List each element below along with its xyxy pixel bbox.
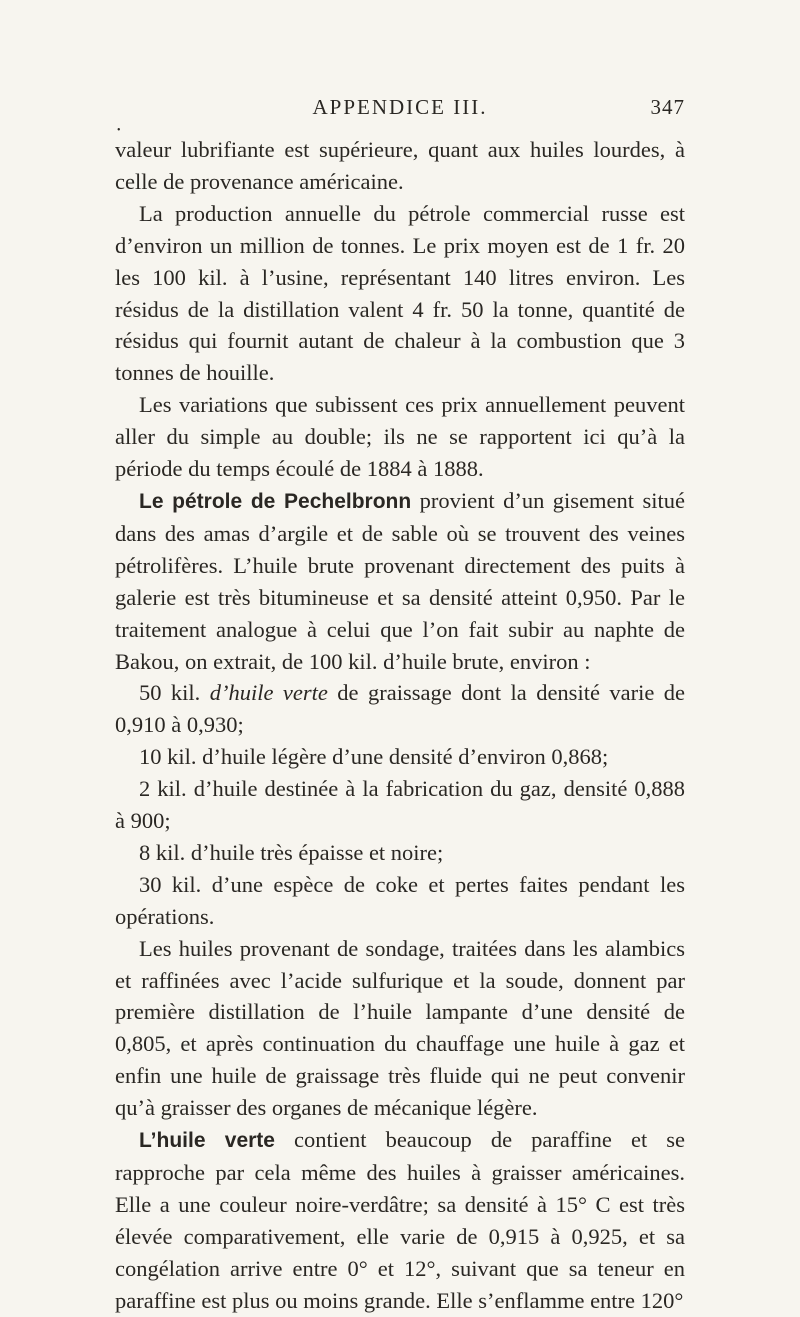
list-item-30kil: 30 kil. d’une espèce de coke et pertes faites pendant les opérations. — [115, 871, 685, 929]
running-header — [115, 95, 685, 125]
heading-huile-verte: L’huile verte — [139, 1129, 275, 1153]
list-item-2kil: 2 kil. d’huile destinée à la fabrication du gaz, densité 0,888 à 900; — [115, 776, 685, 834]
heading-pechelbronn: Le pétrole de Pechelbronn — [139, 489, 412, 513]
ink-dot: • — [117, 125, 121, 136]
paragraph-production: La production annuelle du pétrole commercial russe est d’environ un million de tonnes. Le prix moyen est de 1 fr. 20 les 100 kil. à l’usine, représentant 140 litres environ. Les résidus de la distillation valent 4 fr. 50 la tonne, quantité de résidus qui fournit autant de chaleur à la combustion que 3 tonnes de houille. — [115, 200, 685, 386]
list-item-50kil: 50 kil. d’huile verte de graissage dont la densité varie de 0,910 à 0,930; — [115, 680, 685, 738]
paragraph-continuation: valeur lubrifiante est supérieure, quant aux huiles lourdes, à celle de provenance américaine. — [115, 137, 685, 194]
header-title: APPENDICE III. — [312, 95, 488, 119]
term-huile-verte: d’huile verte — [209, 680, 328, 706]
page-number: 347 — [650, 95, 685, 119]
paragraph-pechelbronn: Le pétrole de Pechelbronn provient d’un gisement situé dans des amas d’argile et de sable où se trouvent des veines pétrolifères. L’huile brute provenant directement des puits à galerie est très bitumineuse et sa densité atteint 0,950. Par le traitement analogue à celui que l’on fait subir au naphte de Bakou, on extrait, de 100 kil. d’huile brute, environ : — [115, 487, 685, 674]
paragraph-sondage: Les huiles provenant de sondage, traitées dans les alambics et raffinées avec l’acide sulfurique et la soude, donnent par première distillation de l’huile lampante d’une densité de 0,805, et après continuation du chauffage une huile à gaz et enfin une huile de graissage très fluide qui ne peut convenir qu’à graisser des organes de mécanique légère. — [115, 935, 685, 1121]
paragraph-huile-verte: L’huile verte contient beaucoup de paraffine et se rapproche par cela même des huiles à graisser américaines. Elle a une couleur noire-verdâtre; sa densité à 15° C est très élevée comparativement, elle varie de 0,915 à 0,925, et sa congélation arrive entre 0° et 12°, suivant que sa teneur en paraffine est plus ou moins grande. Elle s’enflamme entre 120° — [115, 1127, 686, 1313]
list-item-10kil: 10 kil. d’huile légère d’une densité d’environ 0,868; — [139, 744, 609, 770]
paragraph-variations: Les variations que subissent ces prix annuellement peuvent aller du simple au double; ils ne se rapportent ici qu’à la période du temps écoulé de 1884 à 1888. — [115, 392, 685, 482]
page-body — [115, 134, 685, 1317]
list-item-8kil: 8 kil. d’huile très épaisse et noire; — [139, 839, 444, 865]
